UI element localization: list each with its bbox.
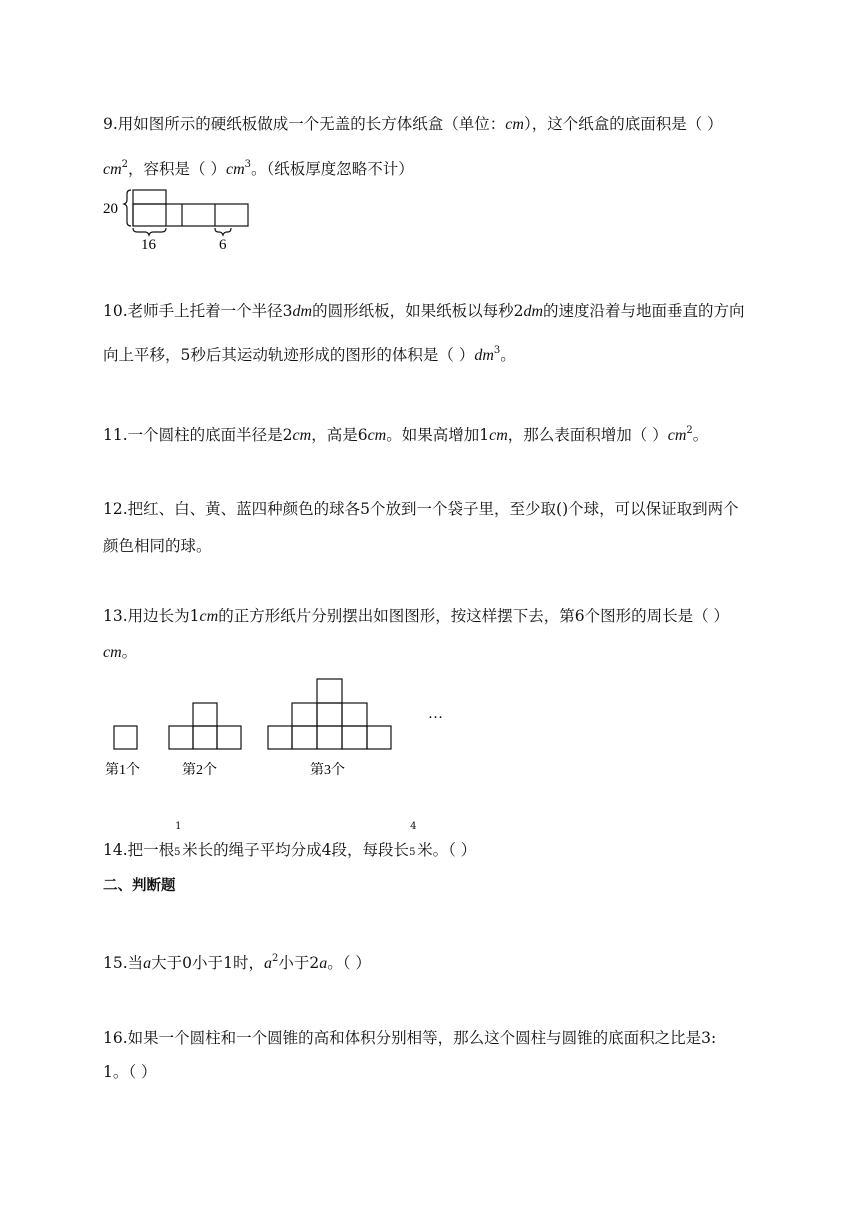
q15-text-d: 时， — [232, 954, 264, 972]
q13-side-unit: cm — [199, 608, 219, 625]
q15-text-c: 小于 — [192, 954, 224, 972]
q9-text-c: ，容积是（ ） — [128, 160, 226, 178]
q14-fraction-2 — [409, 821, 417, 859]
q14-text-b: 米长的绳子平均分成 — [182, 841, 322, 859]
q9-volume-exp: 3 — [244, 159, 251, 170]
q9-text-b: ），这个纸盒的底面积是（ ） — [523, 115, 723, 133]
question-16-line-1 — [103, 1026, 716, 1048]
q16-ratio-left: 3 — [701, 1029, 712, 1047]
question-12-line-1 — [103, 497, 739, 519]
q10-unit: dm — [474, 347, 494, 364]
q14-parts: 4 — [321, 841, 332, 859]
q9-label-height: 20 — [103, 201, 118, 217]
question-9-line-1 — [103, 112, 723, 134]
q10-end: 。 — [500, 346, 516, 364]
q12-blank: () — [556, 500, 569, 518]
q13-pattern-figure — [100, 670, 450, 782]
q9-volume-unit: cm — [225, 161, 245, 178]
q15-text-a: 15.当 — [103, 954, 144, 972]
q10-text-e: 秒后其运动轨迹形成的图形的体积是（ ） — [190, 346, 475, 364]
q10-exp: 3 — [493, 345, 501, 356]
q13-text-a: 13.用边长为 — [103, 607, 190, 625]
q10-radius: 3 — [282, 302, 293, 320]
q10-speed: 2 — [513, 302, 524, 320]
q11-text-b: ，高是 — [311, 426, 358, 444]
question-12-line-2 — [103, 534, 212, 556]
question-10-line-1 — [103, 299, 745, 321]
q11-increase: 1 — [479, 426, 490, 444]
q14-text-d: 米。（ ） — [417, 841, 477, 859]
q15-var3: a — [319, 955, 328, 972]
q13-end: 。 — [121, 643, 138, 661]
section-heading-judgement: 二、判断题 — [103, 878, 176, 894]
q14-text-a: 14.把一根 — [103, 841, 175, 859]
q12-text-c: 个球，可以保证取到两个 — [568, 500, 739, 518]
q10-seconds: 5 — [180, 346, 191, 364]
q11-radius: 2 — [282, 426, 293, 444]
q13-side: 1 — [189, 607, 200, 625]
q13-label-3: 第3个 — [310, 763, 345, 778]
q11-text-d: ，那么表面积增加（ ） — [507, 426, 668, 444]
q12-text-b: 个放到一个袋子里，至少取 — [370, 500, 557, 518]
q16-text-a: 16.如果一个圆柱和一个圆锥的高和体积分别相等，那么这个圆柱与圆锥的底面积之比是 — [103, 1029, 702, 1047]
question-10-line-2 — [103, 343, 516, 365]
q10-text-a: 10.老师手上托着一个半径 — [103, 302, 283, 320]
q15-one: 1 — [223, 954, 233, 972]
q14-fraction-1 — [174, 821, 182, 859]
q13-label-1: 第1个 — [105, 763, 140, 778]
q15-end: 。（ ） — [327, 954, 371, 972]
q15-text-e: 小于 — [278, 954, 310, 972]
q10-text-d: 向上平移， — [103, 346, 181, 364]
q12-count: 5 — [360, 500, 371, 518]
q9-text-d: 。（纸板厚度忽略不计） — [251, 160, 414, 178]
q9-area-unit: cm — [103, 161, 122, 178]
q11-exp: 2 — [686, 425, 693, 436]
q9-unit: cm — [505, 116, 524, 133]
q11-text-a: 11.一个圆柱的底面半径是 — [103, 426, 283, 444]
q13-figure-2 — [169, 703, 241, 749]
question-11 — [103, 423, 708, 445]
q13-index: 6 — [574, 607, 585, 625]
question-15 — [103, 951, 371, 973]
q13-ellipsis: … — [428, 706, 443, 722]
q14-f1-numerator: 1 — [175, 821, 182, 832]
q16-end: 。（ ） — [112, 1063, 157, 1081]
q14-text-c: 段，每段长 — [331, 841, 410, 859]
q10-text-c: 的速度沿着与地面垂直的方向 — [543, 302, 745, 320]
q15-text-b: 大于 — [151, 954, 183, 972]
q11-radius-unit: cm — [292, 427, 312, 444]
q11-height-unit: cm — [367, 427, 387, 444]
q15-var: a — [143, 955, 152, 972]
q9-text-a: 9.用如图所示的硬纸板做成一个无盖的长方体纸盒（单位： — [103, 115, 506, 133]
q13-text-b: 的正方形纸片分别摆出如图图形，按这样摆下去，第 — [218, 607, 575, 625]
q10-text-b: 的圆形纸板，如果纸板以每秒 — [312, 302, 514, 320]
q15-zero: 0 — [182, 954, 193, 972]
q16-colon: : — [711, 1029, 717, 1047]
q9-label-side: 6 — [219, 237, 227, 253]
q10-speed-unit: dm — [523, 303, 544, 320]
q11-unit: cm — [667, 427, 687, 444]
q9-area-exp: 2 — [121, 159, 129, 170]
q13-unit: cm — [103, 644, 122, 661]
q11-text-c: 。如果高增加 — [386, 426, 480, 444]
question-13-line-1 — [103, 604, 729, 626]
q11-increase-unit: cm — [489, 427, 508, 444]
q15-coef: 2 — [309, 954, 320, 972]
q14-f2-denominator: 5 — [409, 847, 416, 858]
q14-f2-numerator: 4 — [410, 821, 417, 832]
q15-exp: 2 — [271, 953, 279, 964]
q16-ratio-right: 1 — [103, 1063, 113, 1081]
question-14 — [103, 821, 477, 860]
q13-figure-3 — [268, 679, 391, 749]
q13-figure-1 — [114, 726, 137, 749]
q15-var2: a — [263, 955, 272, 972]
q9-net-body — [133, 204, 248, 226]
q11-height: 6 — [357, 426, 368, 444]
q13-text-c: 个图形的周长是（ ） — [584, 607, 730, 625]
q9-label-width: 16 — [141, 237, 156, 253]
question-9-line-2 — [103, 157, 414, 179]
q11-end: 。 — [692, 426, 709, 444]
q12-text-a: 12.把红、白、黄、蓝四种颜色的球各 — [103, 500, 361, 518]
question-13-line-2 — [103, 640, 137, 662]
question-16-line-2 — [103, 1060, 157, 1082]
q14-f1-denominator: 5 — [174, 847, 181, 858]
q13-label-2: 第2个 — [182, 763, 217, 778]
q12-text-d: 颜色相同的球。 — [103, 537, 212, 555]
q9-net-figure — [100, 186, 240, 256]
q10-radius-unit: dm — [292, 303, 313, 320]
